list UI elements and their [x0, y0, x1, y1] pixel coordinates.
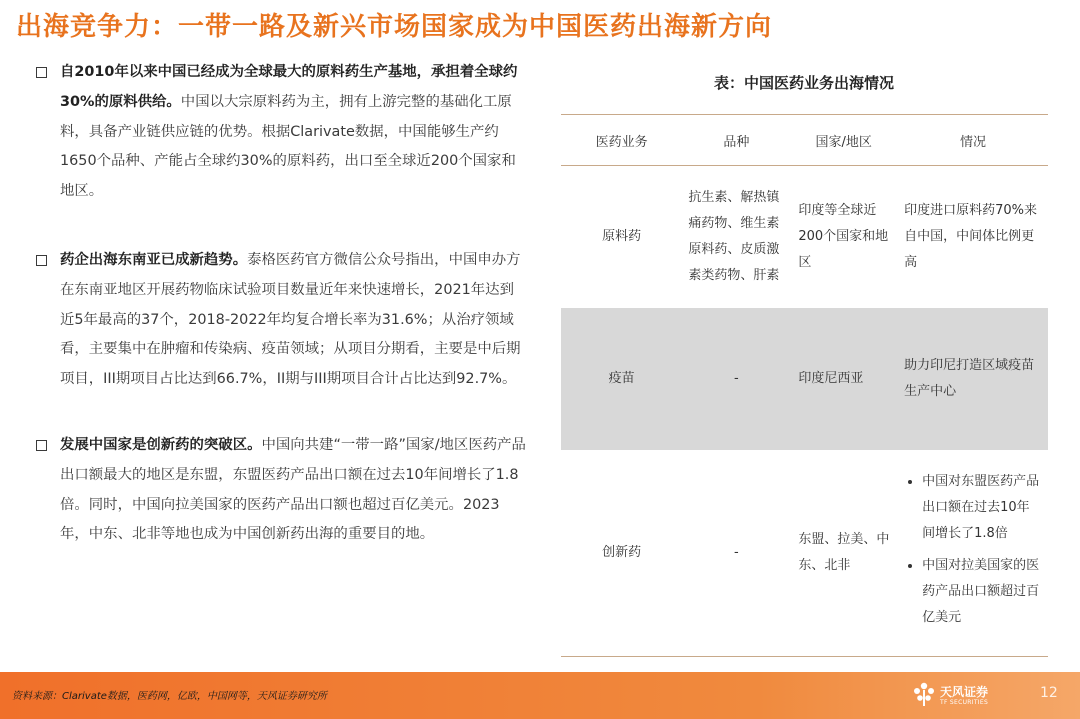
- header-variety: 品种: [682, 115, 790, 166]
- checkbox-bullet-icon: [36, 255, 47, 266]
- cell-status: [898, 450, 1048, 657]
- bullet-bold: 药企出海东南亚已成新趋势。: [60, 251, 248, 268]
- logo-subtitle: TF SECURITIES: [940, 699, 989, 706]
- cell-variety: [682, 166, 790, 309]
- checkbox-bullet-icon: [36, 440, 47, 451]
- cell-business: 创新药: [561, 450, 682, 657]
- bullet-item: [36, 246, 526, 395]
- cell-variety-text: 抗生素、解热镇痛药物、维生素原料药、皮质激素类药物、肝素: [688, 190, 780, 283]
- flower-logo-icon: [912, 681, 936, 707]
- cell-status: 印度进口原料药70%来自中国，中间体比例更高: [904, 203, 1037, 270]
- cell-status: 助力印尼打造区域疫苗生产中心: [898, 308, 1048, 450]
- table-row: [561, 450, 1048, 657]
- bullet-item: [36, 431, 526, 550]
- header-region: 国家/地区: [790, 115, 898, 166]
- table-header-row: [561, 115, 1048, 166]
- page-number: 12: [1040, 685, 1058, 701]
- logo-name: 天风证券: [940, 685, 989, 699]
- export-table: [561, 114, 1048, 657]
- status-list-item: • 中国对东盟医药产品出口额在过去10年间增长了1.8倍: [922, 469, 1042, 547]
- bullet-bold: 自2010年以来中国已经成为全球最大的原料药生产基地，承担着全球约30%的原料供给。: [60, 64, 518, 110]
- table-title: 表：中国医药业务出海情况: [713, 74, 894, 92]
- company-logo: [912, 681, 998, 711]
- cell-variety: -: [682, 450, 790, 657]
- cell-region: 印度尼西亚: [790, 308, 898, 450]
- cell-region: 印度等全球近200个国家和地区: [798, 203, 889, 270]
- bullet-item: [36, 58, 526, 207]
- cell-business: 原料药: [602, 229, 642, 244]
- status-list: [904, 469, 1042, 631]
- header-status: 情况: [898, 115, 1048, 166]
- source-note: 资料来源：Clarivate数据，医药网，亿欧，中国网等，天风证券研究所: [12, 691, 327, 702]
- cell-variety: -: [682, 308, 790, 450]
- bullet-text: 中国向共建“一带一路”国家/地区医药产品出口额最大的地区是东盟，东盟医药产品出口额在过去10年间增长了1.8倍。同时，中国向拉美国家的医药产品出口额也超过百亿美元。2023年，中东、北非等地也成为中国创新药出海的重要目的地。: [60, 436, 526, 543]
- footer-bar: [0, 672, 1080, 719]
- status-list-item: • 中国对拉美国家的医药产品出口额超过百亿美元: [922, 553, 1042, 631]
- bullet-text: 泰格医药官方微信公众号指出，中国申办方在东南亚地区开展药物临床试验项目数量近年来快速增长，2021年达到近5年最高的37个，2018-2022年均复合增长率为31.6%；从治疗领域看，主要集中在肿瘤和传染病、疫苗领域；从项目分期看，主要是中后期项目，III期项目占比达到66.7%，II期与III期项目合计占比达到92.7%。: [60, 251, 521, 388]
- header-business: 医药业务: [561, 115, 682, 166]
- bullet-text: 中国以大宗原料药为主，拥有上游完整的基础化工原料，具备产业链供应链的优势。根据Clarivate数据，中国能够生产约1650个品种、产能占全球约30%的原料药，出口至全球近200个国家和地区。: [60, 93, 516, 200]
- table-row: [561, 308, 1048, 450]
- checkbox-bullet-icon: [36, 67, 47, 78]
- page-title: 出海竞争力：一带一路及新兴市场国家成为中国医药出海新方向: [16, 12, 773, 42]
- table-row: [561, 166, 1048, 309]
- bullet-bold: 发展中国家是创新药的突破区。: [60, 436, 262, 453]
- bullet-list: [36, 58, 526, 550]
- cell-region: 东盟、拉美、中东、北非: [790, 450, 898, 657]
- cell-business: 疫苗: [561, 308, 682, 450]
